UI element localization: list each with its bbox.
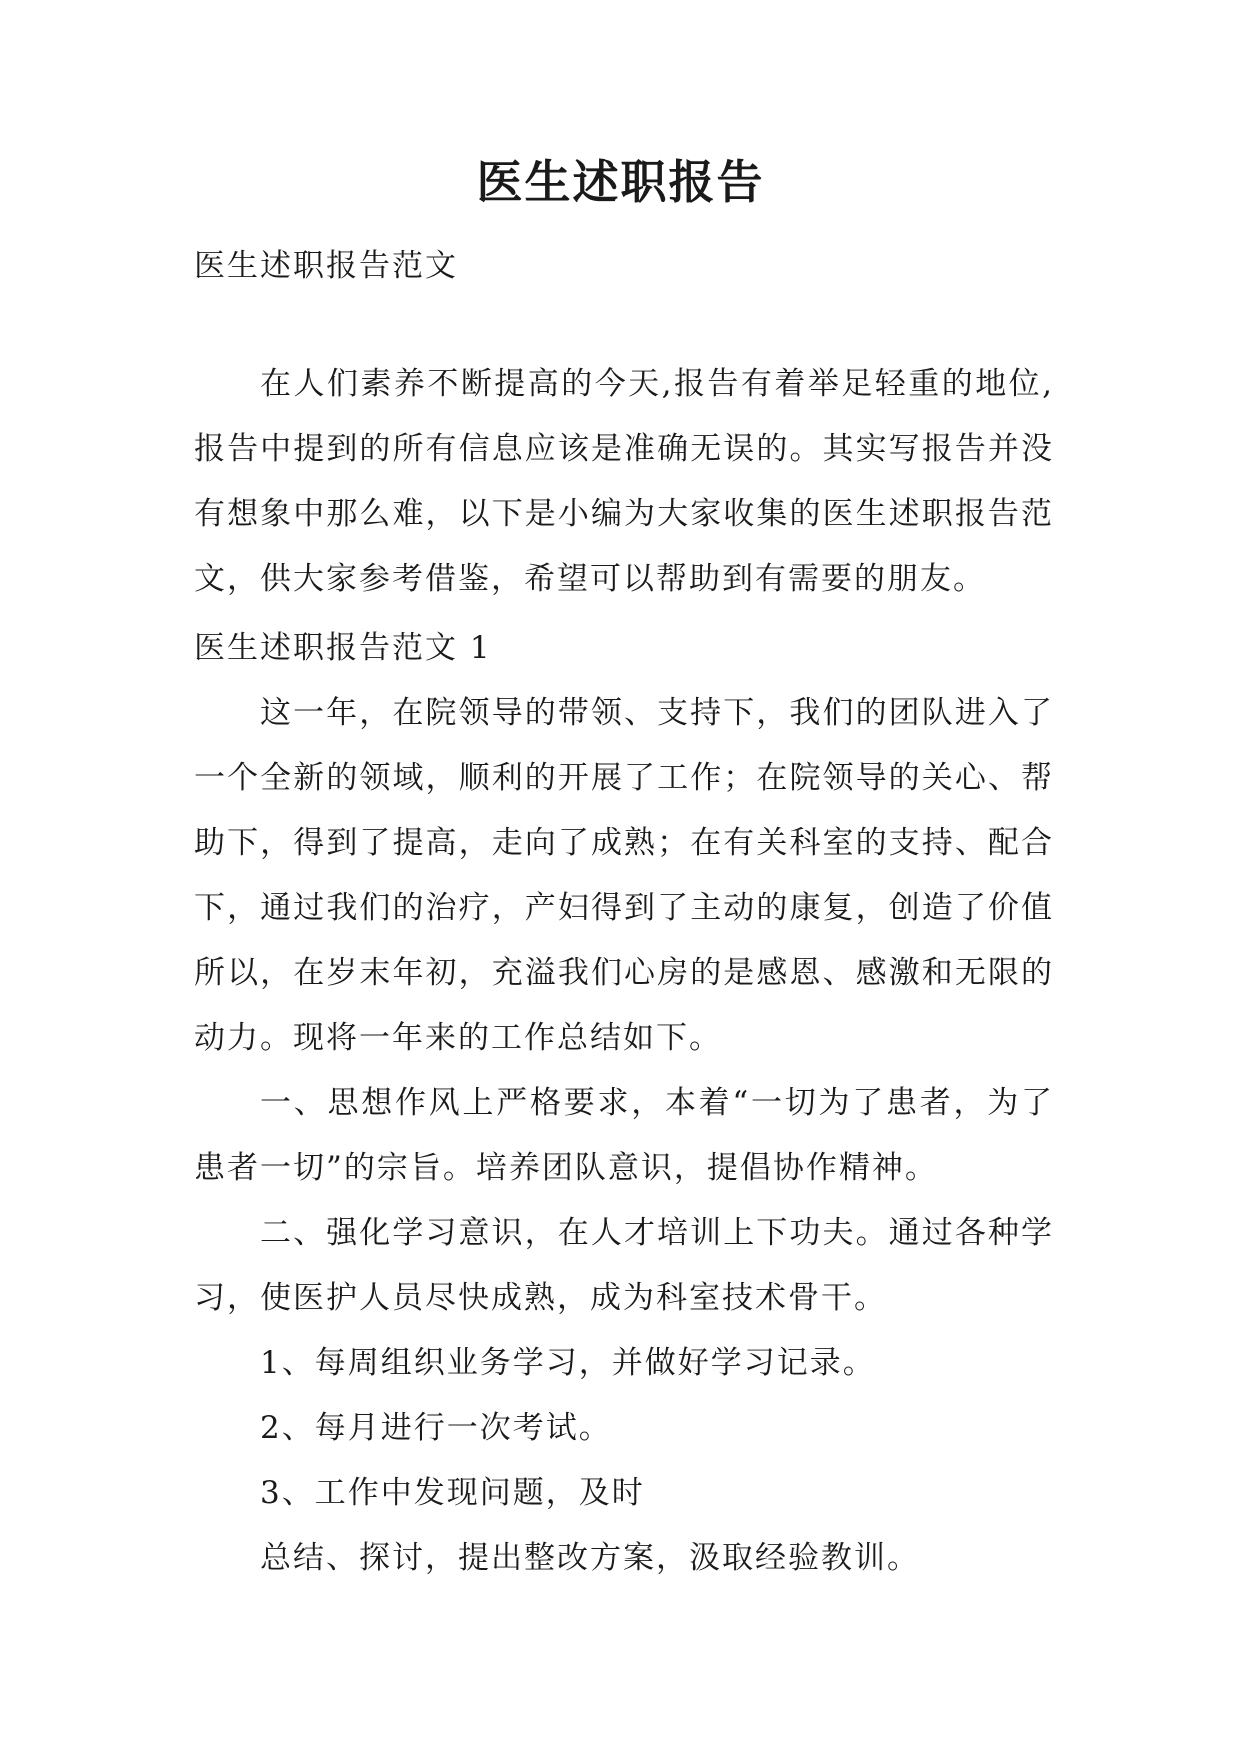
document-subtitle: 医生述职报告范文 (194, 248, 458, 284)
section-1 (194, 616, 1054, 1591)
list-item-1: 1、每周组织业务学习，并做好学习记录。 (260, 1345, 876, 1381)
intro-block (194, 352, 1054, 612)
paragraph-2: 一、思想作风上严格要求，本着“一切为了患者，为了患者一切”的宗旨。培养团队意识，提倡协作精神。 (194, 1085, 1054, 1186)
paragraph-3: 二、强化学习意识，在人才培训上下功夫。通过各种学习，使医护人员尽快成熟，成为科室技术骨干。 (194, 1215, 1054, 1316)
document-subtitle-block (194, 234, 1054, 299)
list-item-2: 2、每月进行一次考试。 (260, 1410, 612, 1446)
document-title: 医生述职报告 (476, 155, 765, 209)
list-item-3: 3、工作中发现问题，及时 (260, 1475, 645, 1511)
list-item-3-continuation: 总结、探讨，提出整改方案，汲取经验教训。 (260, 1540, 920, 1576)
section-1-heading: 医生述职报告范文 1 (194, 630, 492, 666)
paragraph-1: 这一年，在院领导的带领、支持下，我们的团队进入了一个全新的领域，顺利的开展了工作；在院领导的关心、帮助下，得到了提高，走向了成熟；在有关科室的支持、配合下，通过我们的治疗，产妇得到了主动的康复，创造了价值所以，在岁末年初，充溢我们心房的是感恩、感激和无限的动力。现将一年来的工作总结如下。 (194, 695, 1054, 1056)
intro-paragraph: 在人们素养不断提高的今天,报告有着举足轻重的地位,报告中提到的所有信息应该是准确无误的。其实写报告并没有想象中那么难，以下是小编为大家收集的医生述职报告范文，供大家参考借鉴，希望可以帮助到有需要的朋友。 (194, 366, 1054, 597)
